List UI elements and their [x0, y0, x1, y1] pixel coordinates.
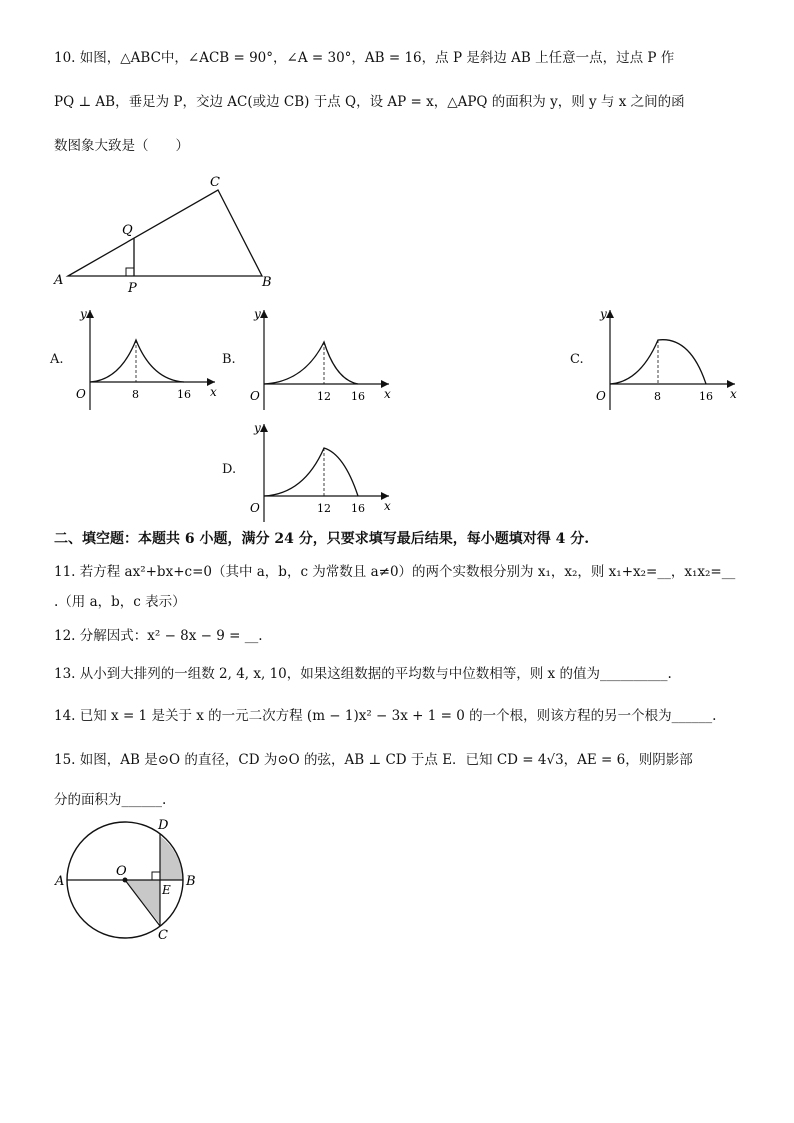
label-a: A	[54, 273, 64, 288]
label-e: E	[162, 883, 171, 897]
tick-end: 16	[351, 390, 365, 403]
tick-end: 16	[351, 502, 365, 515]
q13-text: 13. 从小到大排列的一组数 2, 4, x, 10，如果这组数据的平均数与中位数相等，则 x 的值为__________.	[54, 666, 672, 682]
label-a: A	[55, 874, 65, 889]
section-heading: 二、填空题：本题共 6 小题，满分 24 分，只要求填写最后结果，每小题填对得 4 分.	[54, 531, 590, 547]
q11-line2: .（用 a，b，c 表示）	[54, 594, 186, 610]
q10-line3: 数图象大致是（ ）	[54, 138, 189, 154]
y-axis-label: y	[600, 307, 607, 321]
x-axis-label: x	[210, 385, 217, 399]
q10-line1: 10. 如图，△ABC中，∠ACB = 90°，∠A = 30°，AB = 16，点 P 是斜边 AB 上任意一点，过点 P 作	[54, 50, 675, 66]
option-c-graph	[590, 300, 750, 415]
option-a-graph	[70, 300, 230, 415]
x-axis-label: x	[730, 387, 737, 401]
tick-end: 16	[177, 388, 191, 401]
label-d: D	[158, 818, 169, 833]
tick-peak: 12	[317, 390, 331, 403]
label-p: P	[128, 281, 137, 296]
option-b-label: B.	[222, 352, 236, 367]
origin-label: O	[76, 387, 86, 401]
option-b-graph	[244, 300, 404, 415]
x-axis-label: x	[384, 499, 391, 513]
tick-peak: 8	[132, 388, 139, 401]
option-c-label: C.	[570, 352, 584, 367]
q11-line1: 11. 若方程 ax²+bx+c=0（其中 a，b，c 为常数且 a≠0）的两个实数根分别为 x₁，x₂，则 x₁+x₂=__，x₁x₂=__	[54, 564, 736, 580]
x-axis-label: x	[384, 387, 391, 401]
q15-line2: 分的面积为______.	[54, 792, 167, 808]
origin-label: O	[596, 389, 606, 403]
y-axis-label: y	[254, 307, 261, 321]
triangle-figure	[50, 170, 290, 300]
option-d-graph	[244, 414, 404, 524]
option-d-label: D.	[222, 462, 237, 477]
q12-text: 12. 分解因式：x² − 8x − 9 = __.	[54, 628, 263, 644]
circle-figure	[50, 812, 210, 942]
q15-line1: 15. 如图，AB 是⊙O 的直径，CD 为⊙O 的弦，AB ⊥ CD 于点 E．已知 CD = 4√3，AE = 6，则阴影部	[54, 752, 693, 768]
label-o: O	[116, 864, 127, 879]
label-b: B	[186, 874, 196, 889]
q14-text: 14. 已知 x = 1 是关于 x 的一元二次方程 (m − 1)x² − 3x + 1 = 0 的一个根，则该方程的另一个根为______.	[54, 708, 717, 724]
tick-end: 16	[699, 390, 713, 403]
option-a-label: A.	[50, 352, 64, 367]
tick-peak: 12	[317, 502, 331, 515]
tick-peak: 8	[654, 390, 661, 403]
label-c: C	[210, 175, 220, 190]
y-axis-label: y	[80, 307, 87, 321]
q10-line2: PQ ⊥ AB，垂足为 P，交边 AC(或边 CB) 于点 Q，设 AP = x，△APQ 的面积为 y，则 y 与 x 之间的函	[54, 94, 685, 110]
label-q: Q	[122, 223, 133, 238]
label-c: C	[158, 928, 168, 942]
origin-label: O	[250, 501, 260, 515]
origin-label: O	[250, 389, 260, 403]
y-axis-label: y	[254, 421, 261, 435]
label-b: B	[262, 275, 272, 290]
